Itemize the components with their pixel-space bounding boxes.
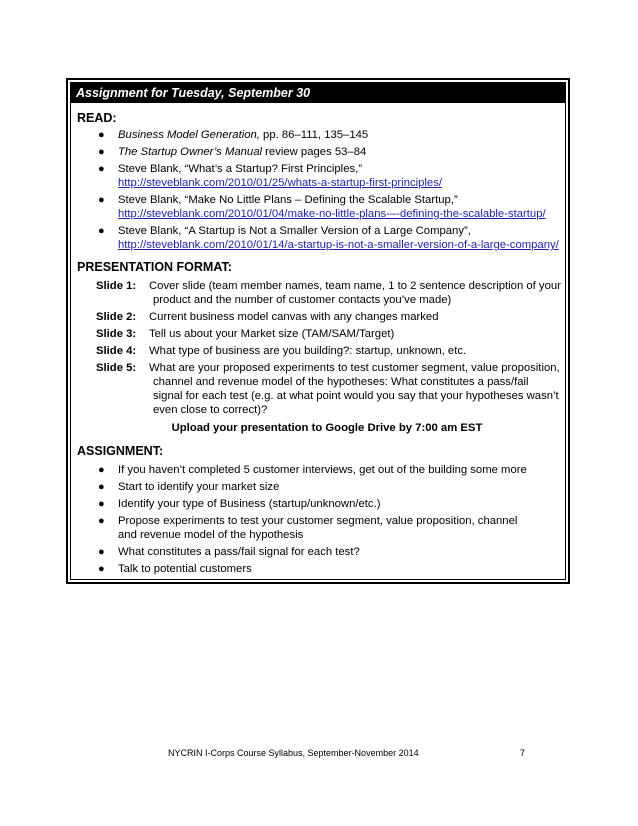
assignment-heading: ASSIGNMENT: (77, 444, 164, 458)
assignment-box-inner (70, 82, 566, 580)
bullet-icon: ● (98, 515, 105, 527)
assignment-item: ● Identify your type of Business (startup/unknown/etc.) (98, 498, 381, 510)
read-heading: READ: (77, 111, 117, 125)
bullet-icon: ● (98, 129, 105, 141)
upload-instruction: Upload your presentation to Google Drive by 7:00 am EST (171, 422, 483, 434)
assignment-item: ● What constitutes a pass/fail signal for each test? (98, 546, 360, 558)
read-list (71, 128, 565, 255)
slide-item: Slide 2: Current business model canvas with any changes marked (96, 311, 439, 323)
bullet-icon: ● (98, 194, 105, 206)
bullet-icon: ● (98, 146, 105, 158)
presentation-heading: PRESENTATION FORMAT: (77, 260, 232, 274)
bullet-icon: ● (98, 481, 105, 493)
slide-item: Slide 1: Cover slide (team member names, team name, 1 to 2 sentence description of your product and the number of customer contacts you’ve made) (96, 280, 561, 306)
assignment-item: ● If you haven’t completed 5 customer interviews, get out of the building some more (98, 464, 527, 476)
reading-link[interactable]: http://steveblank.com/2010/01/25/whats-a-startup-first-principles/ (118, 177, 442, 189)
bullet-icon: ● (98, 498, 105, 510)
slide-item: Slide 4: What type of business are you building?: startup, unknown, etc. (96, 345, 467, 357)
bullet-icon: ● (98, 163, 105, 175)
reading-link[interactable]: http://steveblank.com/2010/01/14/a-startup-is-not-a-smaller-version-of-a-large-company/ (118, 239, 559, 251)
assignment-list (71, 463, 565, 579)
bullet-icon: ● (98, 546, 105, 558)
page-footer: NYCRIN I-Corps Course Syllabus, September-November 2014 (168, 748, 419, 758)
read-item: ● Steve Blank, “A Startup is Not a Smaller Version of a Large Company”, http://steveblank.com/2010/01/14/a-startup-is-not-a-smaller-version-of-a-large-company/ (98, 225, 559, 251)
page-number: 7 (520, 748, 526, 758)
assignment-box (66, 78, 570, 584)
read-item: ● Steve Blank, “What’s a Startup? First Principles,” http://steveblank.com/2010/01/25/whats-a-startup-first-principles/ (98, 163, 442, 189)
slide-item: Slide 5: What are your proposed experiments to test customer segment, value proposition, channel and revenue model of the hypotheses: What constitutes a pass/fail signal for each test (e.g. at what point would you say that your hypotheses wasn’t even close to correct)? (96, 362, 560, 416)
reading-link[interactable]: http://steveblank.com/2010/01/04/make-no-little-plans-–-defining-the-scalable-startup/ (118, 208, 546, 220)
assignment-item: ● Propose experiments to test your customer segment, value proposition, channel and revenue model of the hypothesis (98, 515, 518, 541)
read-item: ● The Startup Owner’s Manual review pages 53–84 (98, 146, 367, 158)
box-title: Assignment for Tuesday, September 30 (71, 83, 565, 103)
bullet-icon: ● (98, 464, 105, 476)
bullet-icon: ● (98, 563, 105, 575)
read-item: ● Steve Blank, “Make No Little Plans – Defining the Scalable Startup,” http://steveblank.com/2010/01/04/make-no-little-plans-–-defining-the-scalable-startup/ (98, 194, 546, 220)
slides-list (71, 279, 565, 420)
assignment-item: ● Talk to potential customers (98, 563, 252, 575)
read-item: ● Business Model Generation, pp. 86–111, 135–145 (98, 129, 369, 141)
slide-item: Slide 3: Tell us about your Market size (TAM/SAM/Target) (96, 328, 395, 340)
bullet-icon: ● (98, 225, 105, 237)
assignment-item: ● Start to identify your market size (98, 481, 280, 493)
